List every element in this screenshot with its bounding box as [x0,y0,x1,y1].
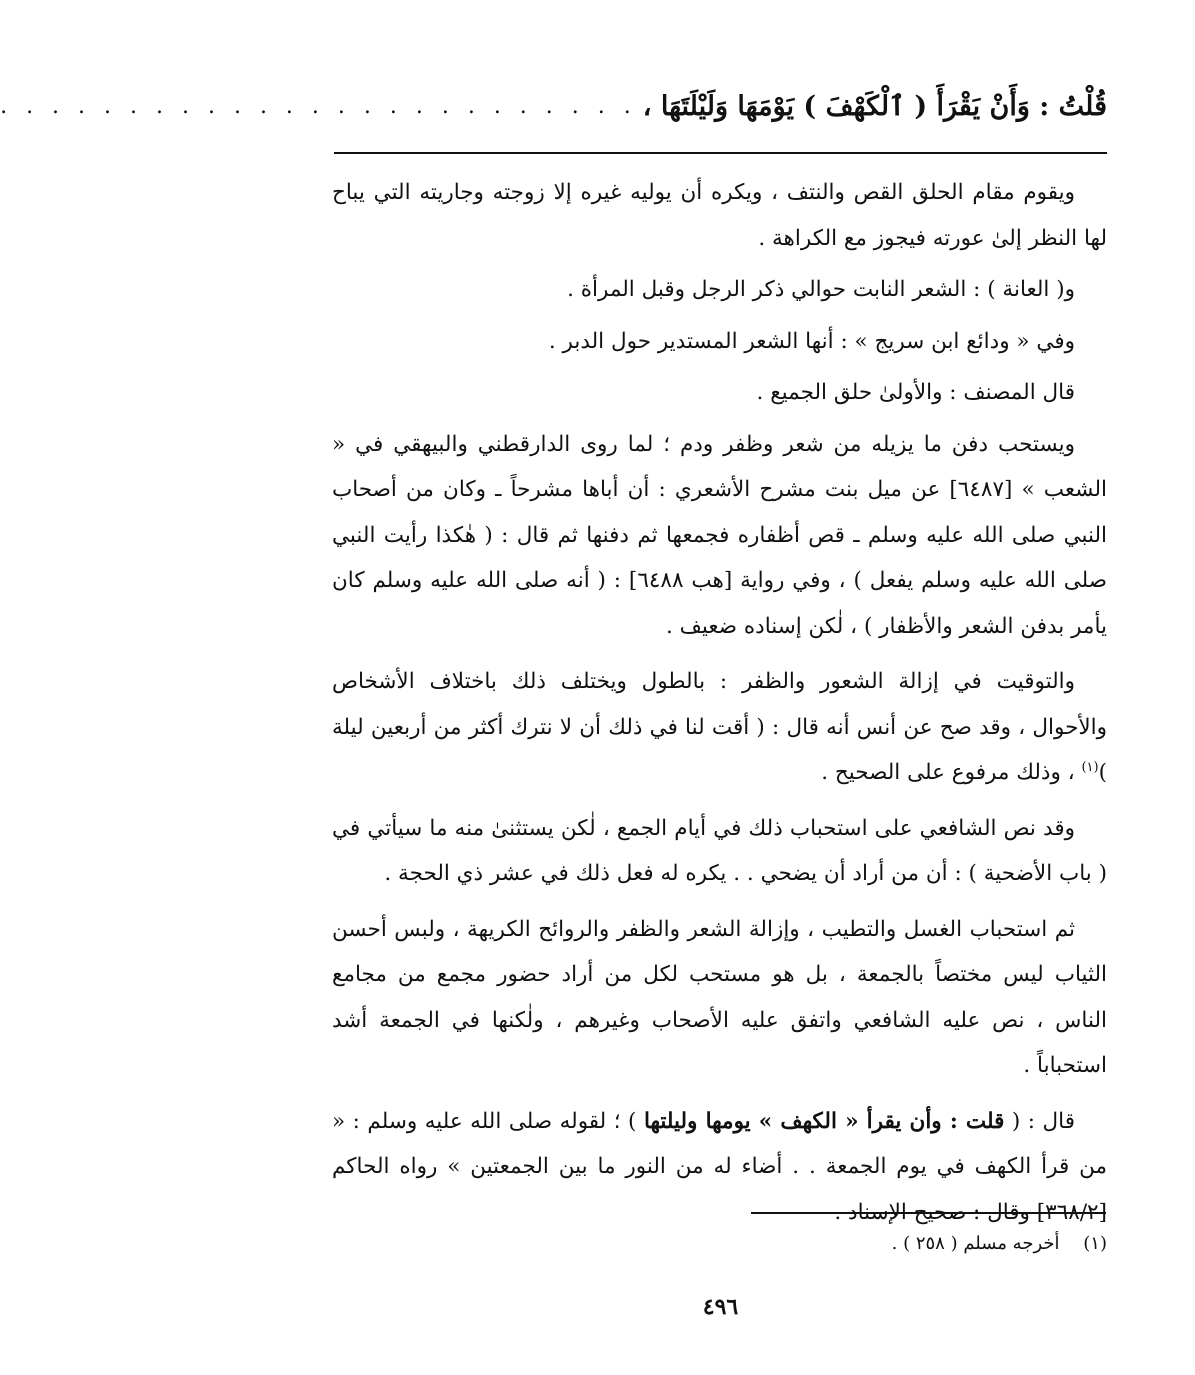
paragraph-ibn-surayj-view: وفي « ودائع ابن سريج » : أنها الشعر المستدير حول الدبر . [548,328,1075,354]
timing-text-end: ، وذلك مرفوع على الصحيح . [821,760,1082,785]
kahf-matn-quote: قلت : وأن يقرأ « الكهف » يومها وليلتها [643,1108,1005,1134]
paragraph-burying-hair-nails: ويستحب دفن ما يزيله من شعر وظفر ودم ؛ لما روى الدارقطني والبيهقي في « الشعب » [٦٤٨٧] عن ميل بنت مشرح الأشعري : أن أباها مشرحاً ـ وكان من أصحاب النبي صلى الله عليه وسلم ـ قص أظفاره فجمعها ثم دفنها ثم قال : ( هٰكذا رأيت النبي صلى الله عليه وسلم يفعل ) ، وفي رواية [هب ٦٤٨٨] : ( أنه صلى الله عليه وسلم كان يأمر بدفن الشعر والأظفار ) ، لٰكن إسناده ضعيف . [332,431,1107,639]
paragraph-friday-grooming: ثم استحباب الغسل والتطيب ، وإزالة الشعر والظفر والروائح الكريهة ، ولبس أحسن الثياب ليس مختصاً بالجمعة ، بل هو مستحب لكل من أراد حضور مجمع من مجامع الناس ، نص عليه الشافعي واتفق عليه الأصحاب وغيرهم ، ولٰكنها في الجمعة أشد استحباباً . [332,916,1107,1078]
footnote-marker[interactable]: (١) [1081,759,1099,775]
kahf-lead: قال : ( [1004,1108,1075,1134]
running-header-dots: . . . . . . . . . . . . . . . . . . . . . . . . . [0,93,637,119]
footnote-divider [751,1212,1106,1214]
footnote-text: أخرجه مسلم ( ٢٥٨ ) . [891,1233,1060,1254]
paragraph-reading-kahf [332,1099,1107,1236]
paragraph-author-view: قال المصنف : والأولىٰ حلق الجميع . [756,380,1075,405]
paragraph-shafii-text: وقد نص الشافعي على استحباب ذلك في أيام الجمع ، لٰكن يستثنىٰ منه ما سيأتي في ( باب الأضحية ) : أن من أراد أن يضحي . . يكره له فعل ذلك في عشر ذي الحجة . [332,815,1107,886]
page-number: ٤٩٦ [702,1294,739,1320]
footnote [332,1228,1107,1260]
paragraph-pubic-hair-definition: و( العانة ) : الشعر النابت حوالي ذكر الرجل وقبل المرأة . [567,277,1075,302]
running-header [0,78,1107,134]
footnote-number: (١) [1083,1233,1107,1254]
header-divider [334,152,1107,154]
main-text [332,170,1107,1245]
kahf-commentary: ) ؛ لقوله صلى الله عليه وسلم : « من قرأ الكهف في يوم الجمعة . . أضاء له من النور ما بين الجمعتين » رواه الحاكم [٣٦٨/٢] وقال : صحيح الإسناد . [332,1108,1107,1225]
paragraph-timing [332,659,1107,796]
running-header-title: قُلْتُ : وَأَنْ يَقْرَأَ ( ٱلْكَهْفَ ) يَوْمَهَا وَلَيْلَتَهَا ، [642,90,1107,122]
paragraph-shaving-substitutes: ويقوم مقام الحلق القص والنتف ، ويكره أن يوليه غيره إلا زوجته وجاريته التي يباح لها النظر إلىٰ عورته فيجوز مع الكراهة . [332,180,1107,251]
timing-text: والتوقيت في إزالة الشعور والظفر : بالطول ويختلف ذلك باختلاف الأشخاص والأحوال ، وقد صح عن أنس أنه قال : ( أقت لنا في ذلك أن لا نترك أكثر من أربعين ليلة ) [332,669,1107,785]
